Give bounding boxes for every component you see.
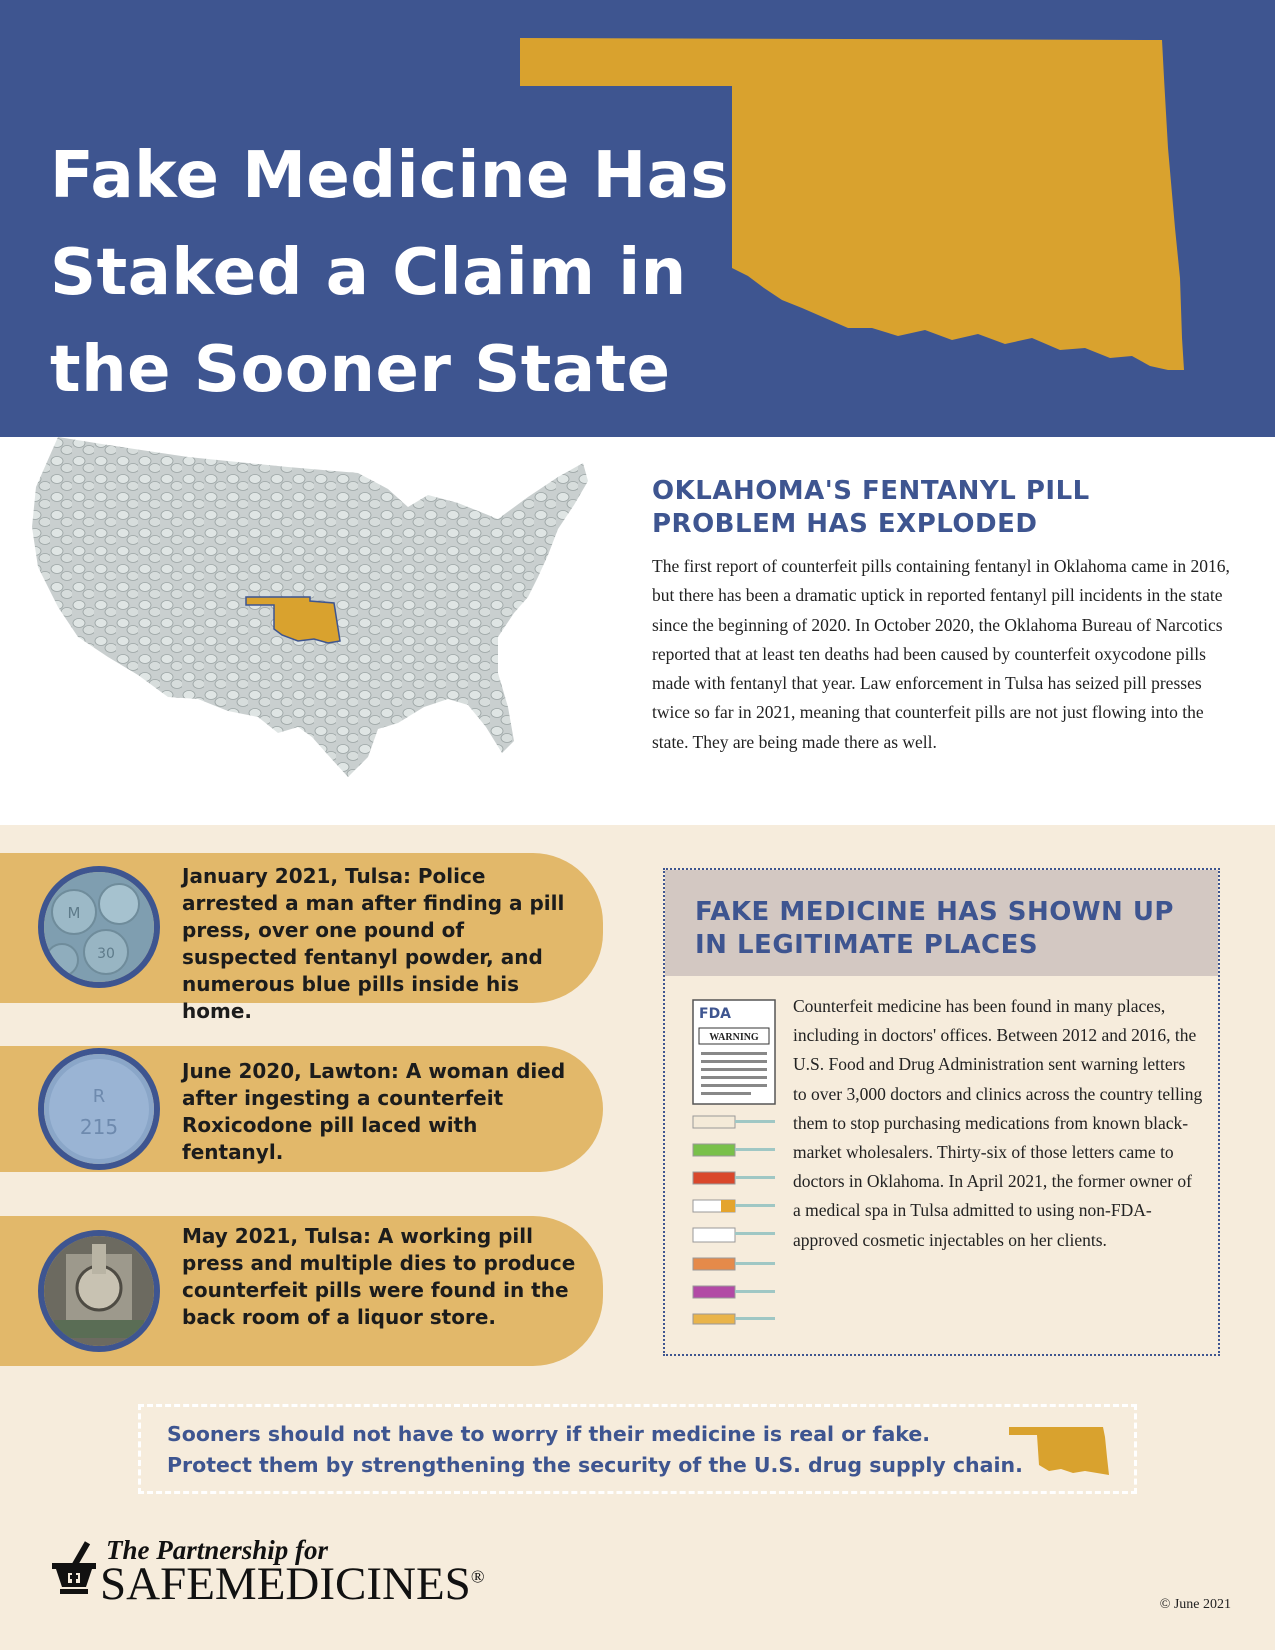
logo-tagline: The Partnership for — [106, 1535, 329, 1565]
oklahoma-small-icon — [1009, 1427, 1113, 1477]
event-card-may-2021 — [0, 1216, 603, 1366]
registered-mark: ® — [470, 1566, 485, 1587]
pill-imprint-30: 30 — [97, 946, 115, 962]
event-text: January 2021, Tulsa: Police arrested a man after finding a pill press, over one pound of suspected fentanyl powder, and numerous blue pills inside his home. — [182, 864, 565, 1023]
roxicodone-pill-photo — [38, 1048, 160, 1170]
pill-imprint-215: 215 — [79, 1115, 119, 1139]
intro-heading — [652, 475, 1212, 541]
callout-line-1: Sooners should not have to worry if their medicine is real or fake. — [167, 1422, 931, 1446]
syringe-icon — [693, 1116, 775, 1324]
legitimate-places-header — [665, 870, 1218, 976]
legitimate-places-heading — [695, 896, 1205, 962]
supply-chain-callout — [138, 1404, 1137, 1494]
legit-heading-line-2: IN LEGITIMATE PLACES — [695, 930, 1039, 960]
title-line-2: Staked a Claim in — [50, 236, 687, 310]
logo-name-text: SAFEMEDICINES — [100, 1558, 471, 1610]
mortar-pestle-cross-icon — [50, 1539, 102, 1599]
intro-heading-line-2: PROBLEM HAS EXPLODED — [652, 509, 1038, 539]
copyright: © June 2021 — [1159, 1597, 1231, 1612]
fda-warning-syringes-icon — [691, 998, 779, 1338]
fda-logo: FDA — [699, 1006, 732, 1022]
event-card-jan-2021 — [0, 853, 603, 1023]
header-banner — [0, 0, 1275, 437]
legitimate-places-body: Counterfeit medicine has been found in many places, including in doctors' offices. Between 2012 and 2016, the U.S. Food and Drug Administration sent warning letters to over 3,000 doctors and clinics across the country telling them to stop purchasing medications from known black-market wholesalers. Thirty-six of those letters came to doctors in Oklahoma. In April 2021, the former owner of a medical spa in Tulsa admitted to using non-FDA-approved cosmetic injectables on her clients. — [793, 996, 1203, 1250]
event-text: June 2020, Lawton: A woman died after ingesting a counterfeit Roxicodone pill laced with fentanyl. — [182, 1059, 566, 1164]
warning-label: WARNING — [709, 1032, 759, 1043]
pill-imprint-m: M — [67, 904, 81, 922]
blue-pills-photo — [38, 866, 160, 988]
event-text: May 2021, Tulsa: A working pill press and multiple dies to produce counterfeit pills were found in the back room of a liquor store. — [182, 1224, 576, 1329]
intro-section — [0, 437, 1275, 825]
callout-line-2: Protect them by strengthening the security of the U.S. drug supply chain. — [167, 1453, 1023, 1477]
logo-name — [100, 1557, 485, 1611]
us-pill-map-image — [28, 437, 618, 809]
page-title — [50, 128, 750, 419]
intro-heading-line-1: OKLAHOMA'S FENTANYL PILL — [652, 476, 1090, 506]
title-line-3: the Sooner State — [50, 333, 671, 407]
legitimate-places-box — [663, 868, 1220, 1356]
pill-press-photo — [38, 1230, 160, 1352]
pill-imprint-r: R — [92, 1086, 106, 1107]
event-card-jun-2020 — [0, 1046, 603, 1172]
intro-body: The first report of counterfeit pills containing fentanyl in Oklahoma came in 2016, but there has been a dramatic uptick in reported fentanyl pill incidents in the state since the beginning of 2020. In October 2020, the Oklahoma Bureau of Narcotics reported that at least ten deaths had been caused by counterfeit oxycodone pills made with fentanyl that year. Law enforcement in Tulsa has seized pill presses twice so far in 2021, meaning that counterfeit pills are not just flowing into the state. They are being made there as well. — [652, 556, 1230, 752]
title-line-1: Fake Medicine Has — [50, 139, 729, 213]
legit-heading-line-1: FAKE MEDICINE HAS SHOWN UP — [695, 897, 1174, 927]
safe-medicines-logo — [50, 1535, 610, 1615]
